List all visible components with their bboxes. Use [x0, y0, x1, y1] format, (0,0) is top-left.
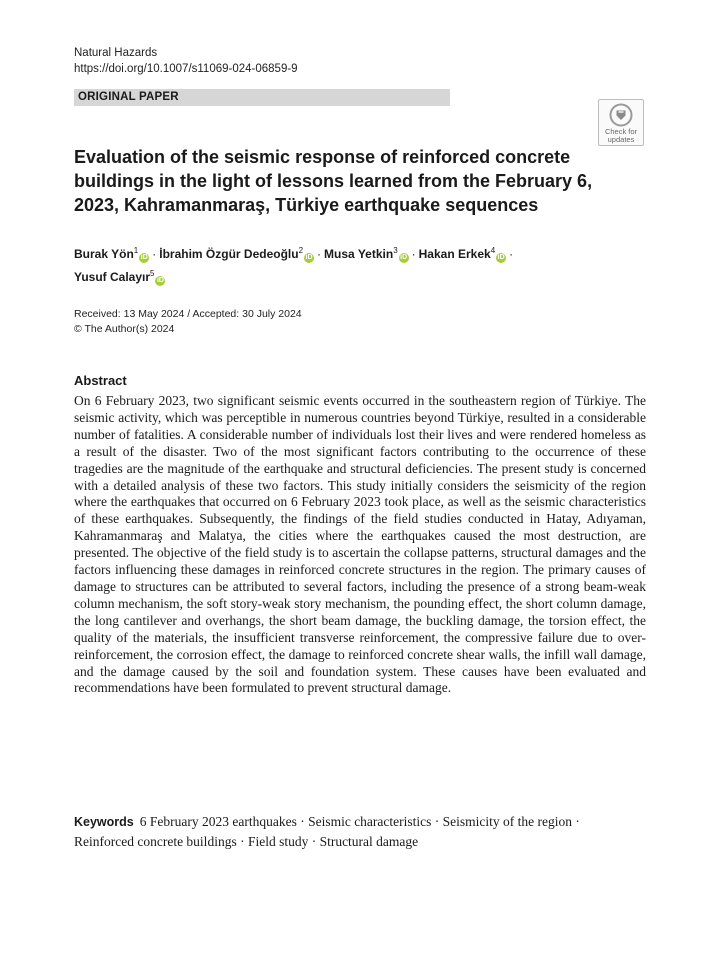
orcid-icon[interactable]: iD [156, 277, 164, 284]
orcid-icon[interactable]: iD [305, 254, 313, 261]
received-accepted-dates: Received: 13 May 2024 / Accepted: 30 July 2024 [74, 308, 302, 320]
keywords-list: 6 February 2023 earthquakes · Seismic characteristics · Seismicity of the region · Reinforced concrete buildings · Field study · Structural damage [74, 814, 580, 849]
author[interactable]: İbrahim Özgür Dedeoğlu$^2$iD [159, 246, 313, 261]
journal-header [74, 45, 298, 77]
abstract-heading: Abstract [74, 373, 127, 388]
author-separator: · [317, 247, 322, 261]
abstract-text: On 6 February 2023, two significant seismic events occurred in the southeastern region of Türkiye. The seismic activity, which was perceptible in numerous countries beyond Türkiye, resulted in a considerable number of fatalities. A considerable number of individuals lost their lives and were rendered homeless as a result of the disaster. Two of the most significant factors contributing to the occurrence of these tragedies are the magnitude of the earthquake and structural deficiencies. The present study is concerned with a detailed analysis of these two factors. This study initially considers the seismicity of the region where the earthquakes that occurred on 6 February 2023 took place, as well as the seismic characteristics of these earthquakes. Subsequently, the findings of the field studies conducted in Hatay, Adıyaman, Kahramanmaraş and Malatya, the cities where the earthquakes caused the most destruction, are presented. The objective of the field study is to ascertain the collapse patterns, structural damages and the factors influencing these damages in reinforced concrete structures in the region. The primary causes of damage to structures can be attributed to several factors, including the presence of a strong beam-weak column mechanism, the soft story-weak story mechanism, the pounding effect, the short column damage, the long cantilever and overhangs, the short beam damage, the buckling damage, the torsion effect, the quality of the materials, the insufficient transverse reinforcement, the compressive failure due to over-reinforcement, the corrosion effect, the damage to reinforced concrete shear walls, the infill wall damage, and the damage caused by the soil and foundation system. These causes have been evaluated and recommendations have been formulated to prevent structural damage. [74, 393, 646, 696]
paper-title: Evaluation of the seismic response of reinforced concrete buildings in the light of lessons learned from the February 6, 2023, Kahramanmaraş, Türkiye earthquake sequences [74, 147, 593, 215]
doi-link[interactable]: https://doi.org/10.1007/s11069-024-06859-9 [74, 63, 298, 75]
check-for-updates-label: Check for updates [604, 127, 638, 144]
orcid-icon[interactable]: iD [140, 254, 148, 261]
author[interactable]: Musa Yetkin$^3$iD [324, 246, 408, 261]
author[interactable]: Yusuf Calayır$^5$iD [74, 269, 164, 284]
author-separator: · [509, 247, 514, 261]
orcid-icon[interactable]: iD [400, 254, 408, 261]
publication-dates [74, 307, 302, 337]
author[interactable]: Burak Yön$^1$iD [74, 246, 148, 261]
author-separator: · [411, 247, 416, 261]
keywords-label: Keywords [74, 815, 134, 829]
author-list [74, 241, 634, 287]
copyright-notice: © The Author(s) 2024 [74, 323, 175, 335]
author-separator: · [152, 247, 157, 261]
check-for-updates-badge[interactable] [598, 99, 644, 146]
journal-name: Natural Hazards [74, 47, 158, 59]
author[interactable]: Hakan Erkek$^4$iD [418, 246, 505, 261]
check-for-updates-icon [609, 103, 633, 127]
orcid-icon[interactable]: iD [497, 254, 505, 261]
keywords-section [74, 812, 634, 851]
article-type-banner: ORIGINAL PAPER [74, 89, 450, 106]
